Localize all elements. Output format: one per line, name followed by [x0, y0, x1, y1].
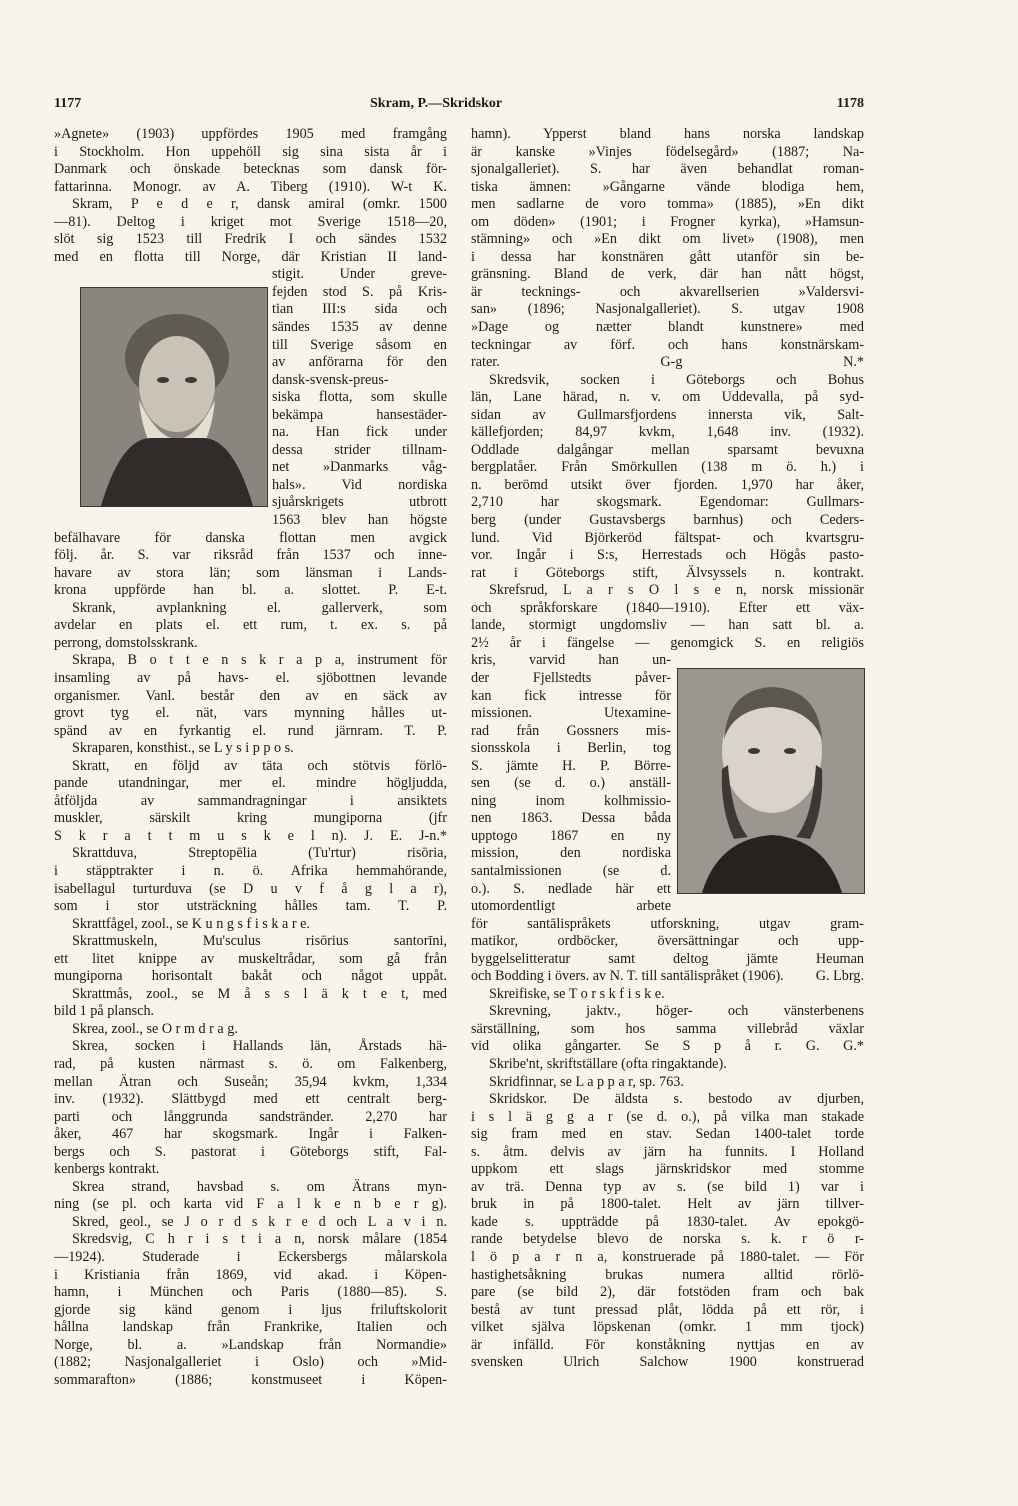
text-line: bergplatåer. Från Smörkullen (138 m ö. h.) i [471, 459, 864, 476]
entry-skridskor: Skridskor. De äldsta s. bestodo av djurben, [489, 1091, 864, 1108]
text-line: missionen. Utexamine- [471, 705, 671, 722]
text-line: i Kristiania från 1869, vid akad. i Köpen- [54, 1266, 447, 1283]
text-line: gjorde sig känd genom i ljus friluftskolorit [54, 1301, 447, 1318]
text-line: rat i Göteborgs stift, Älvsyssels n. kontrakt. [471, 564, 864, 581]
left-column [54, 126, 447, 1389]
text-line: fattarinna. Monogr. av A. Tiberg (1910). W-t K. [54, 178, 447, 195]
entry-skrank: Skrank, avplankning el. gallerverk, som [72, 599, 447, 616]
right-column [471, 126, 864, 1389]
text-line: berg (under Gustavsbergs barnhus) och Ceders- [471, 512, 864, 529]
text-line: åtföljda av sammandragningar i ansiktets [54, 792, 447, 809]
text-line: parti och långgrunda sandstränder. 2,270 har [54, 1108, 447, 1125]
text-line: särställning, som hos samma villebråd växlar [471, 1020, 864, 1037]
entry-skrea-zool: Skrea, zool., se O r m d r a g. [72, 1020, 238, 1037]
text-line: »Agnete» (1903) uppfördes 1905 med framgång [54, 126, 447, 142]
text-line: santalmissionen (se d. [471, 862, 671, 879]
entry-skraparen: Skraparen, konsthist., se L y s i p p o s. [72, 740, 294, 757]
text-line: sjuårskrigets utbrott [272, 494, 447, 511]
text-line: i Stockholm. Hon uppehöll sig sina sista år i [54, 143, 447, 160]
text-line: rande betydelse blevo de norska s. k. r ö r- [471, 1231, 864, 1248]
text-line: kenbergs kontrakt. [54, 1161, 160, 1178]
text-line [471, 1372, 864, 1390]
text-line: åker, 467 har skogsmark. Ingår i Falken- [54, 1126, 447, 1143]
text-line: s. åtm. delvis av järn ha funnits. I Holland [471, 1143, 864, 1160]
text-line: lande, stormigt ungdomsliv — han satt bl. a. [471, 617, 864, 634]
entry-skrattmas: Skrattmås, zool., se M å s s l ä k t e t, med [72, 985, 447, 1002]
text-line: Oddlade dalgångar mellan sparsamt bevuxna [471, 441, 864, 458]
text-line: län, Lane härad, n. v. om Uddevalla, på syd- [471, 389, 864, 406]
text-line: fejden stod S. på Kris- [272, 283, 447, 300]
text-line: vid olika gångarter. Se S p å r. G. G.* [471, 1038, 864, 1055]
text-line: byggelselitteratur samt deltog jämte Heuman [471, 950, 864, 967]
text-line: spänd av en fyrkantig el. rund järnram. T. P. [54, 722, 447, 739]
text-line: sidan av Gullmarsfjordens innersta vik, Salt- [471, 406, 864, 423]
text-line: ett litet knippe av muskeltrådar, som gå från [54, 950, 447, 967]
text-line: S k r a t t m u s k e l n). J. E. J-n.* [54, 827, 447, 844]
text-line: siska flotta, som skulle [272, 389, 447, 406]
text-line: är kanske »Vinjes födelsegård» (1887; Na- [471, 143, 864, 160]
text-line: sommarafton» (1886; konstmuseet i Köpen- [54, 1371, 447, 1388]
text-line: av trä. Denna typ av s. (se bild 1) var i [471, 1178, 864, 1195]
text-line: källefjorden; 84,97 kvkm, 1,648 inv. (1932). [471, 424, 864, 441]
text-line: hastighetsåkning brukas numera alltid rörlö- [471, 1266, 864, 1283]
text-line: uppkom ett slags järnskridskor med stomme [471, 1161, 864, 1178]
entry-skrapa: Skrapa, B o t t e n s k r a p a, instrument för [72, 652, 447, 669]
text-line: stigit. Under greve- [272, 266, 447, 283]
text-line: insamling av på havs- el. sjöbottnen levande [54, 669, 447, 686]
text-line: sjonalgalleriet). S. har även behandlat roman- [471, 161, 864, 178]
text-line: utomordentligt arbete [471, 898, 671, 915]
text-line: kan fick intresse för [471, 687, 671, 704]
text-line: 2½ år i fängelse — genomgick S. en religiös [471, 634, 864, 651]
text-line: sen (se d. o.) anställ- [471, 775, 671, 792]
text-line: perrong, domstolsskrank. [54, 634, 198, 651]
text-line: —1924). Studerade i Eckersbergs målarskola [54, 1249, 447, 1265]
text-line: hals». Vid nordiska [272, 476, 447, 493]
text-line: om döden» (1901; i Frogner kyrka), »Hamsun- [471, 213, 864, 230]
text-line: rad från Gossners mis- [471, 722, 671, 739]
text-line: bestå av tunt pressad plåt, lödda på ett rör, i [471, 1301, 864, 1318]
text-line: stämning» och »En dikt om livet» (1908), men [471, 231, 864, 248]
page-header [54, 96, 864, 116]
text-line: der Fjellstedts påver- [471, 669, 671, 686]
text-line: bild 1 på plansch. [54, 1003, 155, 1020]
entry-skrattfagel: Skrattfågel, zool., se K u n g s f i s k a r e. [72, 915, 310, 932]
entry-skrattduva: Skrattduva, Streptopēlia (Tu'rtur) risōria, [72, 845, 447, 862]
text-line: S. jämte H. P. Börre- [471, 757, 671, 774]
text-line: inv. (1932). Slättbygd med ett centralt berg- [54, 1091, 447, 1108]
text-line: muskler, särskilt kring mungiporna (jfr [54, 810, 447, 827]
text-line: befälhavare för danska flottan men avgick [54, 529, 447, 546]
text-line: tiska ämnen: »Gångarne vände blodiga hem, [471, 178, 864, 195]
text-line: dessa strider tillnam- [272, 441, 447, 458]
text-line: l ö p a r n a, konstruerade på 1880-talet. — För [471, 1249, 864, 1265]
text-line: kade s. uppträdde på 1830-talet. Av epokgö- [471, 1213, 864, 1230]
text-line: kris, varvid han un- [471, 652, 671, 669]
text-line: Norge, bl. a. »Landskap från Normandie» [54, 1336, 447, 1353]
text-line: isabellagul turturduva (se D u v f å g l a r), [54, 880, 447, 897]
text-line: av anförarna för den [272, 354, 447, 371]
entry-skredsvik: Skredsvik, socken i Göteborgs och Bohus [489, 371, 864, 388]
text-line: upptogo 1867 en ny [471, 827, 671, 844]
text-line: bruk in på 1800-talet. Helt av järn tillver- [471, 1196, 864, 1213]
text-line: vilket själva löpskenan (omkr. 1 mm tjock) [471, 1319, 864, 1336]
entry-skrea-socken: Skrea, socken i Hallands län, Årstads hä- [72, 1038, 447, 1055]
text-line: pande utandningar, mer el. mindre högljudda, [54, 775, 447, 792]
text-line: och språkforskare (1840—1910). Efter ett väx- [471, 599, 864, 616]
text-line: svensken Ulrich Salchow 1900 konstruerad [471, 1354, 864, 1371]
text-line: grovt tyg el. nät, vars mynning hålles ut- [54, 705, 447, 722]
text-line: lund. Vid Björkeröd fältspat- och kvartsgru- [471, 529, 864, 546]
text-line: mungiporna horisontalt bakåt och något uppåt. [54, 968, 447, 985]
text-line: men sadlarne de voro tomma» (1885), »En dikt [471, 196, 864, 213]
text-line: havare av stora län; som länsman i Lands- [54, 564, 447, 581]
page-number-left: 1177 [54, 96, 82, 111]
text-line: organismer. Vanl. består den av en säck av [54, 687, 447, 704]
text-line: för santālispråkets utforskning, utgav gram- [471, 915, 864, 932]
running-title: Skram, P.—Skridskor [370, 96, 503, 111]
text-line: är tecknings- och akvarellserien »Valdersvi- [471, 283, 864, 300]
text-line: tian III:s sida och [272, 301, 447, 318]
text-line: matikor, ordböcker, översättningar och upp- [471, 933, 864, 950]
text-line: till Sverige såsom en [272, 336, 447, 353]
entry-skredsvig: Skredsvig, C h r i s t i a n, norsk målare (1854 [72, 1231, 447, 1248]
text-line: hamn). Ypperst bland hans norska landskap [471, 126, 864, 142]
signature: G. Lbrg. [815, 968, 864, 985]
text-line: krona uppförde han bl. a. slottet. P. E-t. [54, 582, 447, 599]
text-line: pare (se bild 2), där fotstöden fram och bak [471, 1284, 864, 1301]
entry-skrevning: Skrevning, jaktv., höger- och vänsterbenens [489, 1003, 864, 1020]
text-line: hamn, i München och Paris (1880—85). S. [54, 1284, 447, 1301]
text-line [471, 968, 864, 986]
text-line: rad, på kusten närmast s. ö. om Falkenberg, [54, 1055, 447, 1072]
text-line: i s l ä g g a r (se d. o.), på vilka man stakade [471, 1108, 864, 1125]
text-line: mission, den nordiska [471, 845, 671, 862]
entry-skrefsrud: Skrefsrud, L a r s O l s e n, norsk missionär [489, 582, 864, 599]
text-line: mellan Ätran och Suseån; 35,94 kvkm, 1,334 [54, 1073, 447, 1090]
text-line: »Dage og nætter blandt kunstnere» med [471, 319, 864, 336]
text-line: rater. G-g N.* [471, 354, 864, 371]
text-line: är infälld. För konståkning nyttjas en av [471, 1336, 864, 1353]
text-line-body: och Bodding i övers. av N. T. till santālispråket (1906). [471, 968, 784, 985]
text-line: gränsning. Bland de verk, där han nått högst, [471, 266, 864, 283]
entry-skrea-strand: Skrea strand, havsbad s. om Ätrans myn- [72, 1178, 447, 1195]
text-line: med en flotta till Norge, där Kristian II land- [54, 248, 447, 265]
text-line: (1882; Nasjonalgalleriet i Oslo) och »Mid- [54, 1354, 447, 1371]
text-line: na. Han fick under [272, 424, 447, 441]
text-line: dansk-svensk-preus- [272, 371, 389, 388]
text-line: net »Danmarks våg- [272, 459, 447, 476]
text-line: sig fram med en stav. Sedan 1400-talet torde [471, 1126, 864, 1143]
text-line: bergs och S. pastorat i Göteborgs stift, Fal- [54, 1143, 447, 1160]
text-line: i dessa har konstnären gått utanför sin be- [471, 248, 864, 265]
entry-skram-peder: Skram, P e d e r, dansk amiral (omkr. 1500 [72, 196, 447, 213]
text-line: san» (1896; Nasjonalgalleriet). S. utgav 1908 [471, 301, 864, 318]
text-line: följ. år. S. var riksråd från 1537 och inne- [54, 547, 447, 564]
text-line: teckningar av förf. och hans konstnärskam- [471, 336, 864, 353]
text-line: 1563 blev han högste [272, 512, 447, 529]
text-line: 2,710 har skogsmark. Egendomar: Gullmars- [471, 494, 864, 511]
entry-skratt: Skratt, en följd av täta och stötvis förlö- [72, 757, 447, 774]
text-line: hållna landskap från Frankrike, Italien och [54, 1319, 447, 1336]
text-line: o.). S. nedlade här ett [471, 880, 671, 897]
text-line: n. berömd utsikt över fjorden. 1,970 har åker, [471, 476, 864, 493]
entry-skred: Skred, geol., se J o r d s k r e d och L a v i n. [72, 1213, 447, 1230]
entry-skribent: Skribe'nt, skriftställare (ofta ringaktande). [489, 1055, 727, 1072]
entry-skrattmuskeln: Skrattmuskeln, Mu'sculus risōrius santorīni, [72, 933, 447, 950]
text-line: Danmark och önskade betecknas som dansk för- [54, 161, 447, 178]
text-line: bekämpa hansestäder- [272, 406, 447, 423]
text-line: i stäpptrakter i n. ö. Afrika hemmahörande, [54, 862, 447, 879]
entry-skreifiske: Skreifiske, se T o r s k f i s k e. [489, 985, 665, 1002]
text-line: sionsskola i Berlin, tog [471, 740, 671, 757]
entry-skridfinnar: Skridfinnar, se L a p p a r, sp. 763. [489, 1073, 684, 1090]
text-line: slöt sig 1523 till Fredrik I och sändes 1532 [54, 231, 447, 248]
text-line: avdelar en plats el. ett rum, t. ex. s. på [54, 617, 447, 634]
page-number-right: 1178 [836, 96, 864, 111]
text-line: sändes 1535 av denne [272, 319, 447, 336]
text-line: ning inom kolhmissio- [471, 792, 671, 809]
text-line: vor. Ingår i S:s, Herrestads och Högås pasto- [471, 547, 864, 564]
text-line: ning (se pl. och karta vid F a l k e n b e r g). [54, 1196, 447, 1213]
text-line: som i stor utsträckning hålles tam. T. P. [54, 898, 447, 915]
text-line: —81). Deltog i kriget mot Sverige 1518—20, [54, 213, 447, 230]
text-line: nen 1863. Dessa båda [471, 810, 671, 827]
